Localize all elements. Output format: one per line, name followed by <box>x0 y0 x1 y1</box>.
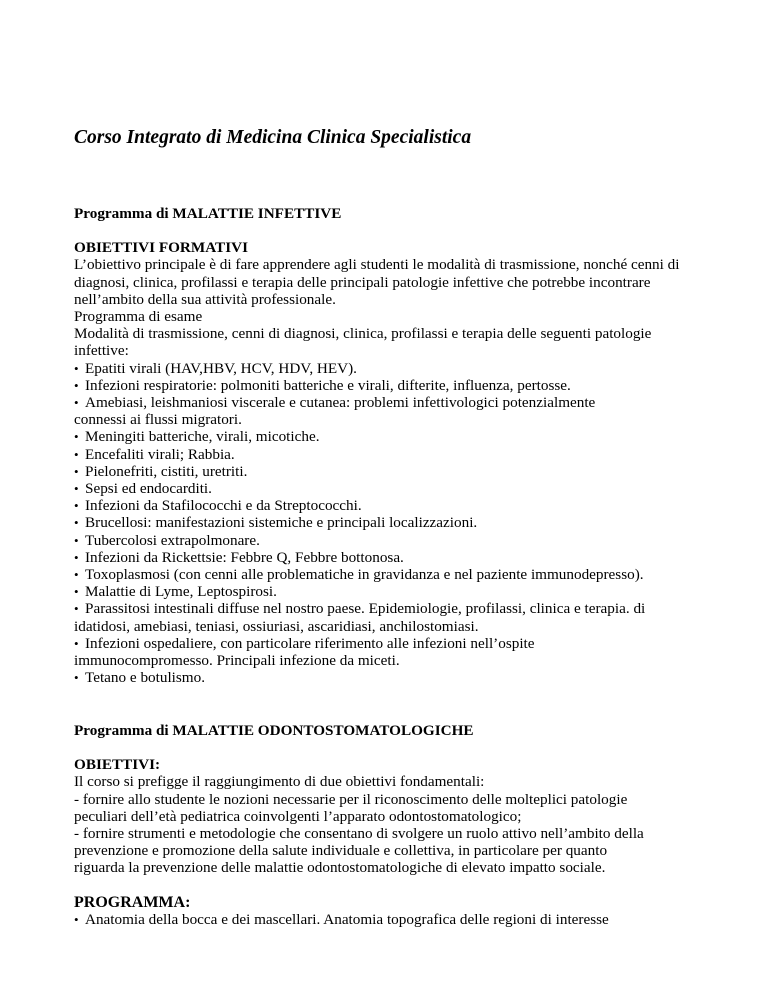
list-item-text <box>74 497 734 514</box>
list-item <box>74 514 734 531</box>
list-item-label: Parassitosi intestinali diffuse nel nostro paese. Epidemiologie, profilassi, clinica e terapia. di <box>85 600 646 618</box>
list-item-label: Pielonefriti, cistiti, uretriti. <box>85 462 248 480</box>
list-item-label: Infezioni ospedaliere, con particolare riferimento alle infezioni nell’ospite <box>85 634 535 652</box>
list-item-label: Infezioni da Rickettsie: Febbre Q, Febbre bottonosa. <box>85 548 404 566</box>
list-item-label: Infezioni respiratorie: polmoniti batteriche e virali, difterite, influenza, pertosse. <box>85 376 571 394</box>
list-item-continuation: immunocompromesso. Principali infezione da miceti. <box>74 652 400 670</box>
list-item <box>74 669 734 686</box>
list-item-continuation: idatidosi, amebiasi, teniasi, ossiuriasi, ascaridiasi, anchilostomiasi. <box>74 617 479 635</box>
document-title: Corso Integrato di Medicina Clinica Specialistica <box>74 127 472 148</box>
list-item <box>74 428 734 445</box>
bullet-icon: • <box>74 601 79 617</box>
list-item <box>74 911 734 928</box>
list-item <box>74 377 734 394</box>
list-item <box>74 497 734 514</box>
list-item <box>74 532 734 549</box>
list-item <box>74 635 734 669</box>
bullet-icon: • <box>74 670 79 686</box>
list-item-label: Amebiasi, leishmaniosi viscerale e cutanea: problemi infettivologici potenzialmente <box>85 394 596 412</box>
section-malattie-infettive <box>74 205 734 686</box>
list-item-label: Anatomia della bocca e dei mascellari. Anatomia topografica delle regioni di interesse <box>85 910 609 928</box>
bullet-icon: • <box>74 481 79 497</box>
bullet-icon: • <box>74 911 79 927</box>
obiettivi-formativi-heading: OBIETTIVI FORMATIVI <box>74 239 248 257</box>
bullet-icon: • <box>74 584 79 600</box>
list-item-label: Tubercolosi extrapolmonare. <box>85 531 260 549</box>
list-item-text <box>74 583 734 600</box>
programma-label: Programma di esame <box>74 308 203 326</box>
list-item <box>74 446 734 463</box>
list-item-text <box>74 911 734 928</box>
bullet-icon: • <box>74 635 79 651</box>
bullet-icon: • <box>74 515 79 531</box>
list-item-label: Malattie di Lyme, Leptospirosi. <box>85 583 277 601</box>
list-item-label: Sepsi ed endocarditi. <box>85 480 212 498</box>
text-line: nell’ambito della sua attività professionale. <box>74 290 336 308</box>
bullet-icon: • <box>74 567 79 583</box>
list-item-text <box>74 377 734 394</box>
text-line: L’obiettivo principale è di fare apprendere agli studenti le modalità di trasmissione, nonché cenni di <box>74 256 680 274</box>
list-item-text <box>74 669 734 686</box>
bullet-icon: • <box>74 377 79 393</box>
list-item-label: Encefaliti virali; Rabbia. <box>85 445 235 463</box>
odonto-topic-list <box>74 911 734 928</box>
list-item <box>74 463 734 480</box>
text-line: peculiari dell’età pediatrica coinvolgenti l’apparato odontostomatologico; <box>74 807 522 825</box>
list-item-text <box>74 549 734 566</box>
text-line: prevenzione e promozione della salute individuale e collettiva, in particolare per quanto <box>74 842 608 860</box>
infettive-topic-list <box>74 360 734 687</box>
list-item-text <box>74 394 734 411</box>
obiettivi-heading: OBIETTIVI: <box>74 756 161 774</box>
bullet-icon: • <box>74 549 79 565</box>
text-line: diagnosi, clinica, profilassi e terapia delle principali patologie infettive che potrebbe incontrare <box>74 273 651 291</box>
list-item-text <box>74 428 734 445</box>
list-item-text <box>74 360 734 377</box>
list-item-text <box>74 600 734 617</box>
list-item-label: Toxoplasmosi (con cenni alle problematiche in gravidanza e nel paziente immunodepresso). <box>85 566 644 584</box>
bullet-icon: • <box>74 446 79 462</box>
bullet-icon: • <box>74 463 79 479</box>
list-item <box>74 480 734 497</box>
list-item-label: Meningiti batteriche, virali, micotiche. <box>85 428 320 446</box>
intro-paragraph <box>74 325 734 359</box>
list-item <box>74 394 734 428</box>
list-item <box>74 583 734 600</box>
bullet-icon: • <box>74 360 79 376</box>
list-item-continuation: connessi ai flussi migratori. <box>74 411 242 429</box>
text-line: Modalità di trasmissione, cenni di diagnosi, clinica, profilassi e terapia delle seguenti patologie <box>74 325 652 343</box>
list-item-text <box>74 635 734 652</box>
obiettivi-paragraph <box>74 773 734 876</box>
list-item-label: Infezioni da Stafilococchi e da Streptococchi. <box>85 497 362 515</box>
list-item-text <box>74 566 734 583</box>
list-item-label: Epatiti virali (HAV,HBV, HCV, HDV, HEV). <box>85 359 357 377</box>
text-line: infettive: <box>74 342 129 360</box>
bullet-icon: • <box>74 532 79 548</box>
list-item-text <box>74 532 734 549</box>
list-item <box>74 600 734 634</box>
bullet-icon: • <box>74 498 79 514</box>
section-heading: Programma di MALATTIE ODONTOSTOMATOLOGICHE <box>74 722 474 739</box>
obiettivi-paragraph <box>74 256 734 308</box>
section-heading: Programma di MALATTIE INFETTIVE <box>74 205 342 222</box>
list-item-text <box>74 463 734 480</box>
list-item <box>74 360 734 377</box>
section-malattie-odontostomatologiche <box>74 722 734 928</box>
list-item <box>74 549 734 566</box>
text-line: Il corso si prefigge il raggiungimento di due obiettivi fondamentali: <box>74 773 485 791</box>
bullet-icon: • <box>74 395 79 411</box>
bullet-icon: • <box>74 429 79 445</box>
list-item-label: Brucellosi: manifestazioni sistemiche e principali localizzazioni. <box>85 514 478 532</box>
list-item-text <box>74 446 734 463</box>
programma-heading: PROGRAMMA: <box>74 893 191 911</box>
text-line: - fornire allo studente le nozioni necessarie per il riconoscimento delle molteplici patologie <box>74 790 628 808</box>
list-item-label: Tetano e botulismo. <box>85 669 205 687</box>
text-line: riguarda la prevenzione delle malattie odontostomatologiche di elevato impatto sociale. <box>74 859 606 877</box>
list-item-text <box>74 480 734 497</box>
text-line: - fornire strumenti e metodologie che consentano di svolgere un ruolo attivo nell’ambito della <box>74 825 644 843</box>
list-item-text <box>74 514 734 531</box>
list-item <box>74 566 734 583</box>
